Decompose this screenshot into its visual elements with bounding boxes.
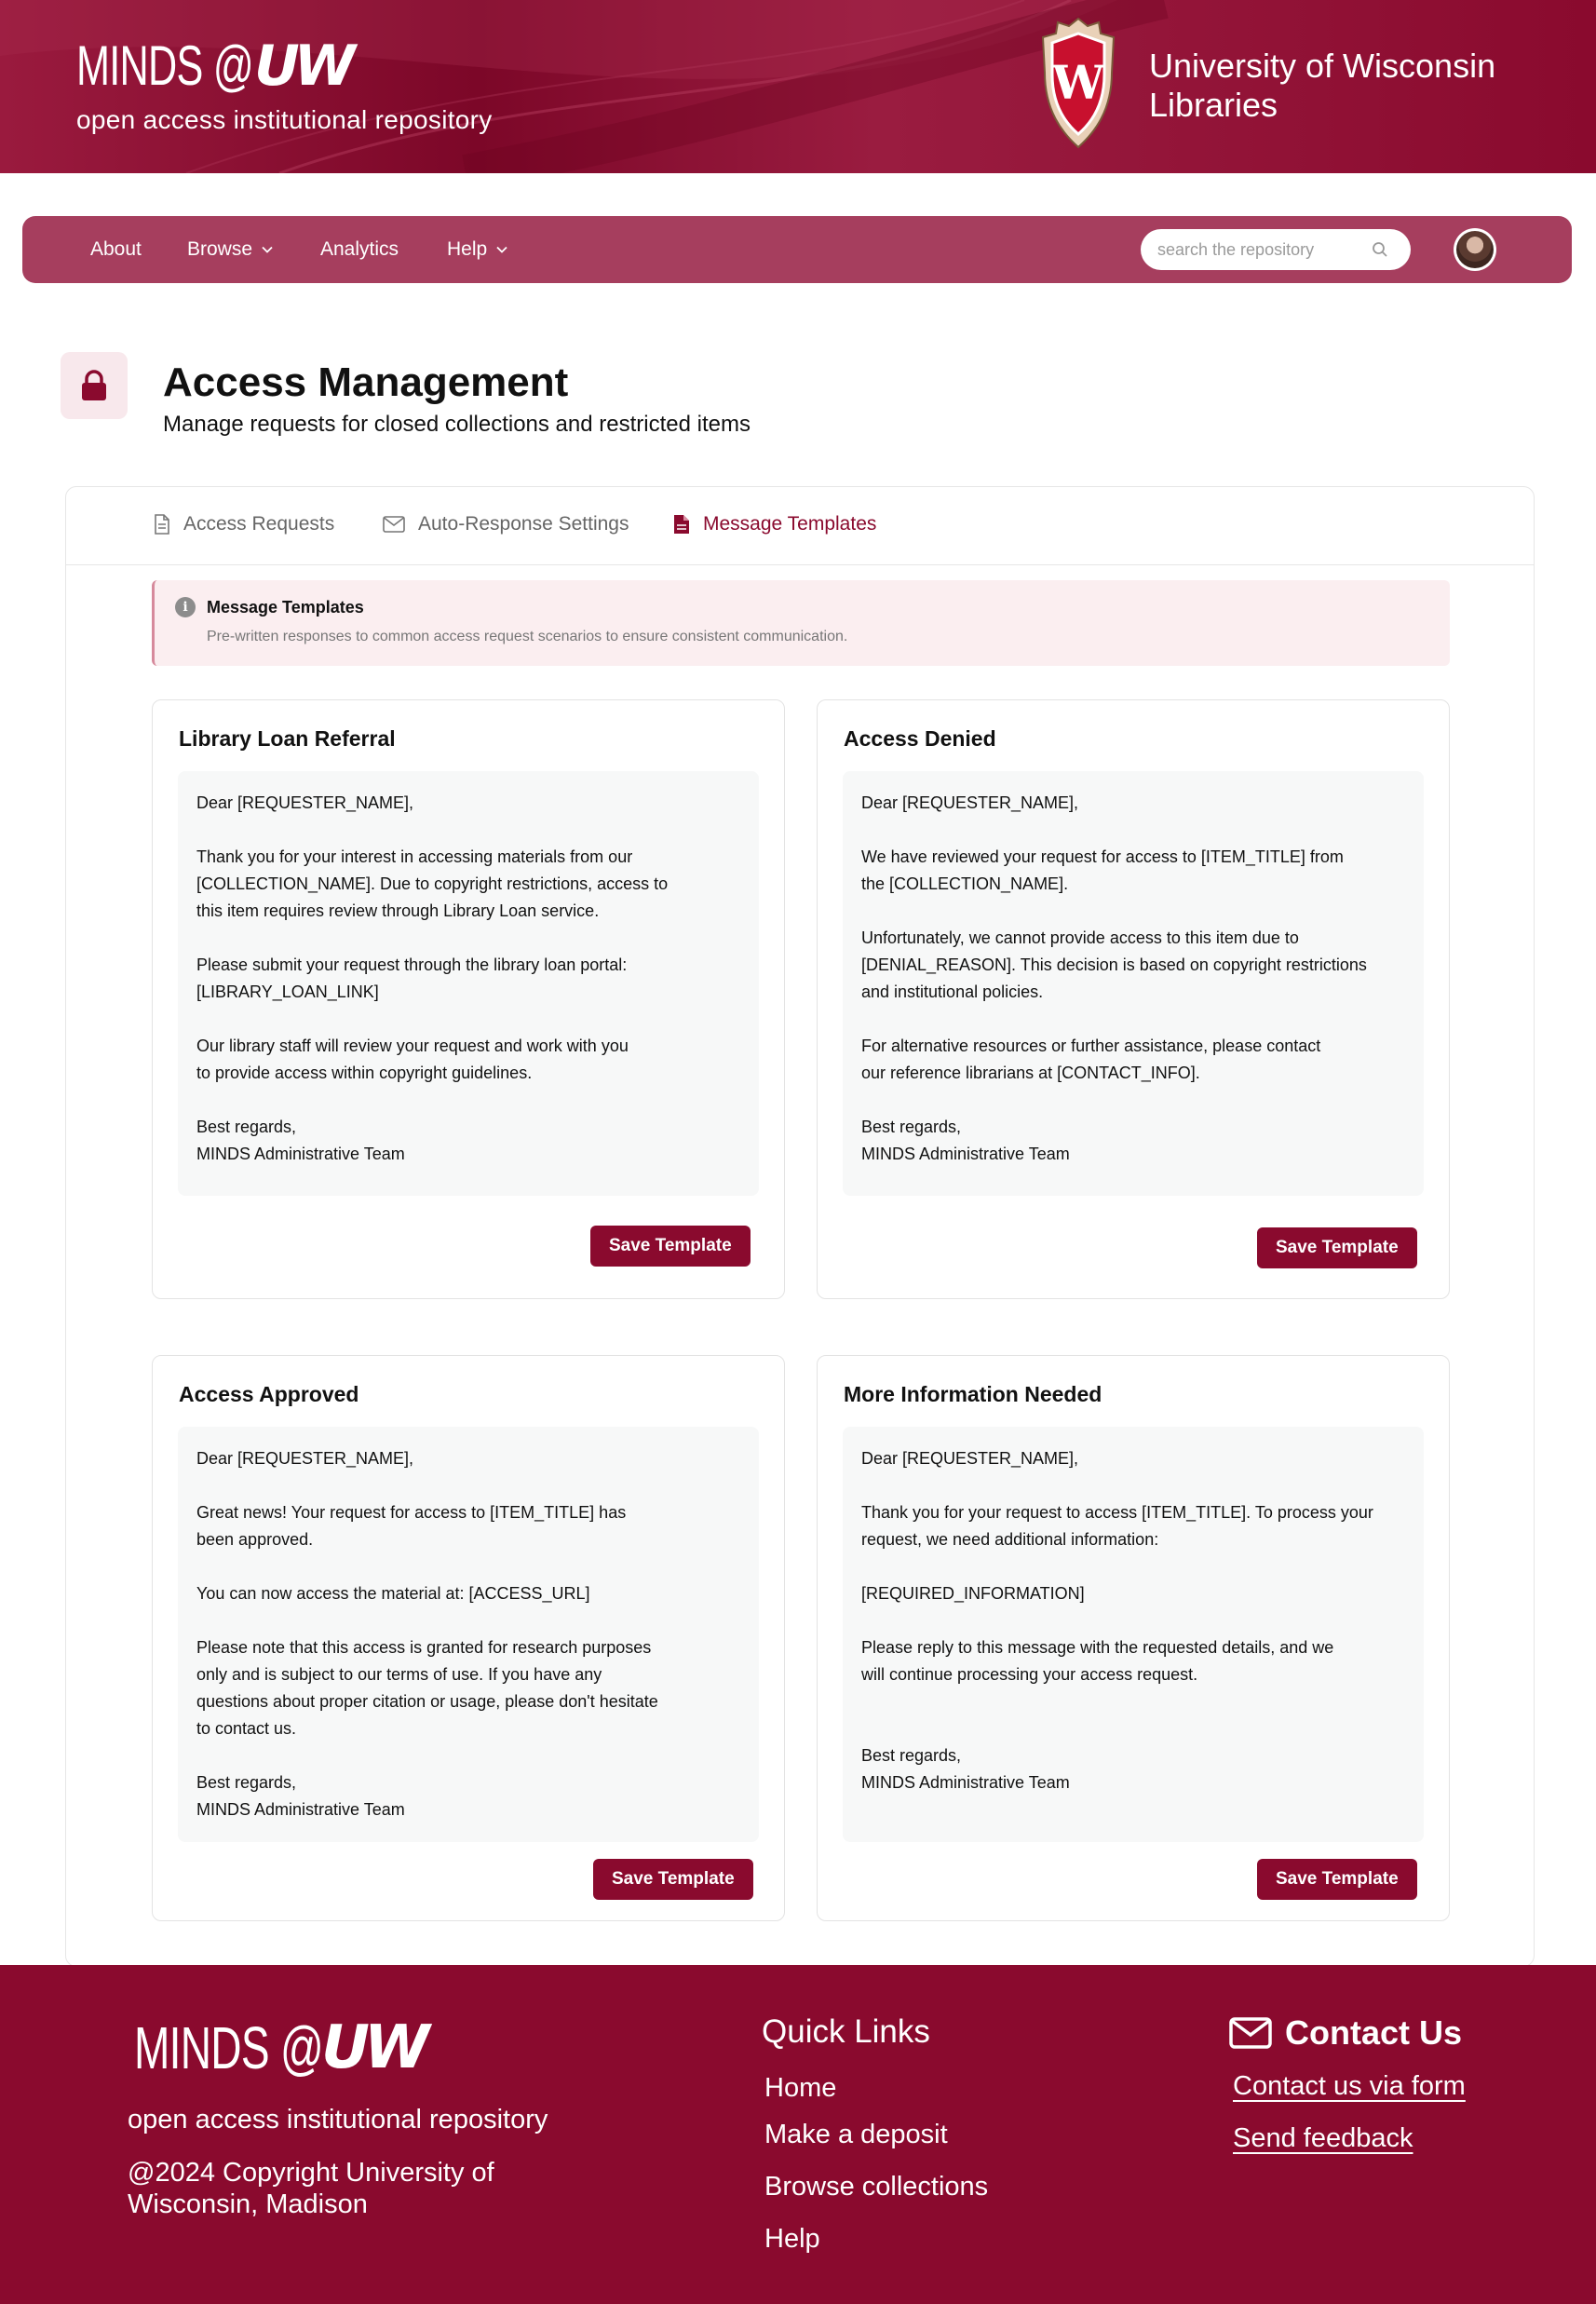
info-title: Message Templates <box>207 598 364 617</box>
nav-item-browse[interactable] <box>187 238 273 261</box>
footer-link-browse-collections[interactable]: Browse collections <box>764 2172 989 2202</box>
template-body-editor[interactable]: Dear [REQUESTER_NAME], Thank you for your request to access [ITEM_TITLE]. To process your request, we need additional information: [REQUIRED_INFORMATION] Please reply to this message with the requested details, and we will continue processing your access request. Best regards, MINDS Administrative Team <box>843 1427 1424 1842</box>
footer-link-home[interactable]: Home <box>764 2073 837 2103</box>
template-title: Library Loan Referral <box>179 726 396 751</box>
search-box <box>1141 229 1411 270</box>
save-template-button[interactable]: Save Template <box>1257 1859 1417 1900</box>
footer-link-help[interactable]: Help <box>764 2224 820 2254</box>
envelope-icon <box>1229 2017 1272 2049</box>
tab-label: Message Templates <box>703 513 877 535</box>
info-banner <box>152 580 1450 666</box>
user-avatar[interactable] <box>1454 228 1496 271</box>
main-nav <box>22 216 1572 283</box>
contact-us-label: Contact Us <box>1285 2013 1463 2052</box>
contact-via-form-link[interactable]: Contact us via form <box>1233 2071 1466 2101</box>
footer-brand[interactable] <box>134 2013 425 2082</box>
info-icon: i <box>175 597 196 617</box>
template-title: Access Approved <box>179 1382 359 1406</box>
footer-link-make-a-deposit[interactable]: Make a deposit <box>764 2120 948 2149</box>
nav-item-about[interactable] <box>90 238 142 261</box>
save-template-button[interactable]: Save Template <box>1257 1227 1417 1268</box>
template-card-more-information-needed <box>817 1355 1450 1921</box>
tab-auto-response-settings[interactable] <box>383 513 629 535</box>
university-name-line2: Libraries <box>1149 86 1278 124</box>
envelope-icon <box>383 516 405 533</box>
nav-item-label: About <box>90 238 142 260</box>
save-template-button[interactable]: Save Template <box>590 1226 751 1267</box>
template-card-access-denied <box>817 699 1450 1299</box>
contact-us-title <box>1229 2013 1462 2053</box>
tab-label: Auto-Response Settings <box>418 513 629 535</box>
page-title: Access Management <box>163 359 569 405</box>
footer-copyright: @2024 Copyright University of Wisconsin, Madison <box>128 2158 494 2219</box>
page-icon-container <box>61 352 128 419</box>
tab-bar <box>66 487 1534 565</box>
site-brand[interactable] <box>76 34 493 135</box>
document-filled-icon <box>673 514 690 535</box>
save-template-button[interactable]: Save Template <box>593 1859 753 1900</box>
nav-item-label: Analytics <box>320 238 399 260</box>
send-feedback-link[interactable]: Send feedback <box>1233 2123 1413 2153</box>
template-card-access-approved <box>152 1355 785 1921</box>
uw-crest-icon <box>1034 17 1123 149</box>
avatar-image <box>1456 231 1494 268</box>
header-banner <box>0 0 1596 173</box>
main-panel <box>65 486 1535 1967</box>
chevron-down-icon <box>262 244 273 255</box>
footer-brand-minds-text: MINDS @ <box>134 2014 324 2081</box>
tab-label: Access Requests <box>183 513 335 535</box>
search-icon[interactable] <box>1372 241 1388 258</box>
footer-subtitle: open access institutional repository <box>128 2105 548 2135</box>
template-title: Access Denied <box>844 726 996 751</box>
tab-message-templates[interactable] <box>673 513 876 535</box>
svg-text:W: W <box>1051 55 1105 110</box>
nav-item-label: Help <box>447 238 488 260</box>
template-title: More Information Needed <box>844 1382 1102 1406</box>
quick-links-title: Quick Links <box>762 2013 930 2050</box>
site-footer <box>0 1965 1596 2304</box>
brand-subtitle: open access institutional repository <box>76 105 493 134</box>
search-input[interactable] <box>1157 240 1372 260</box>
nav-item-analytics[interactable] <box>320 238 399 261</box>
template-body-editor[interactable]: Dear [REQUESTER_NAME], Thank you for your interest in accessing materials from our [COLLECTION_NAME]. Due to copyright restrictions, access to this item requires review through Library Loan service. Please submit your request through the library loan portal: [LIBRARY_LOAN_LINK] Our library staff will review your request and work with you to provide access within copyright guidelines. Best regards, MINDS Administrative Team <box>178 771 759 1196</box>
footer-uw-logo-mark: UW <box>321 2013 425 2082</box>
tab-access-requests[interactable] <box>154 513 334 535</box>
university-name-line1: University of Wisconsin <box>1149 47 1496 85</box>
template-body-editor[interactable]: Dear [REQUESTER_NAME], We have reviewed your request for access to [ITEM_TITLE] from the [COLLECTION_NAME]. Unfortunately, we cannot provide access to this item due to [DENIAL_REASON]. This decision is based on copyright restrictions and institutional policies. For alternative resources or further assistance, please contact our reference librarians at [CONTACT_INFO]. Best regards, MINDS Administrative Team <box>843 771 1424 1196</box>
university-name <box>1149 47 1495 125</box>
document-icon <box>154 514 170 535</box>
nav-item-label: Browse <box>187 238 253 260</box>
template-body-editor[interactable]: Dear [REQUESTER_NAME], Great news! Your request for access to [ITEM_TITLE] has been approved. You can now access the material at: [ACCESS_URL] Please note that this access is granted for research purposes only and is subject to our terms of use. If you have any questions about proper citation or usage, please don't hesitate to contact us. Best regards, MINDS Administrative Team <box>178 1427 759 1842</box>
brand-minds-text: MINDS @ <box>76 34 254 97</box>
info-text: Pre-written responses to common access request scenarios to ensure consistent communication. <box>207 629 848 644</box>
template-card-library-loan-referral <box>152 699 785 1299</box>
uw-logo-mark: UW <box>254 33 350 99</box>
page-subtitle: Manage requests for closed collections and restricted items <box>163 412 751 437</box>
nav-item-help[interactable] <box>447 238 507 261</box>
chevron-down-icon <box>496 244 507 255</box>
lock-icon <box>80 370 108 401</box>
